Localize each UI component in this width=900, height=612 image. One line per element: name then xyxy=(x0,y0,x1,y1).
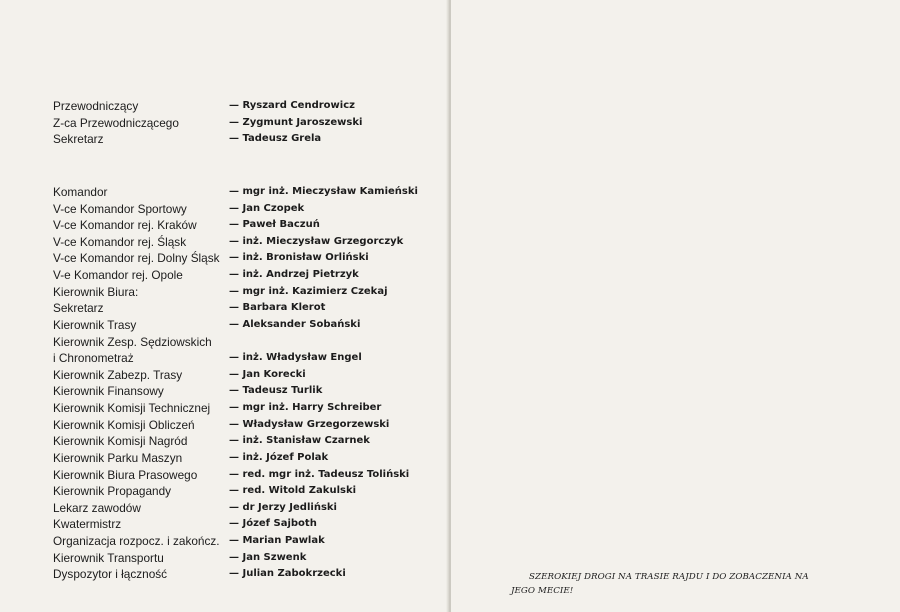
text-line xyxy=(511,432,871,446)
official-row xyxy=(53,383,433,399)
official-role: i Chronometraż xyxy=(53,351,134,366)
text-line xyxy=(511,206,871,220)
official-role: Z-ca Przewodniczącego xyxy=(53,115,179,130)
official-name: — dr Jerzy Jedliński xyxy=(229,501,337,513)
official-name: — mgr inż. Kazimierz Czekaj xyxy=(229,285,388,297)
text-line xyxy=(511,193,871,207)
paragraph-1 xyxy=(511,43,871,261)
text-line xyxy=(511,516,871,530)
official-name: — Ryszard Cendrowicz xyxy=(229,100,355,111)
text-line xyxy=(511,43,871,57)
paragraph-3 xyxy=(511,334,871,416)
text-line xyxy=(511,402,871,416)
official-name: — red. mgr inż. Tadeusz Toliński xyxy=(229,468,410,480)
official-name: — Tadeusz Turlik xyxy=(229,385,323,397)
official-name: — Barbara Klerot xyxy=(229,302,326,314)
official-row xyxy=(53,334,433,350)
text-line xyxy=(511,543,871,557)
official-row xyxy=(53,284,433,300)
official-role: Organizacja rozpocz. i zakończ. xyxy=(53,534,220,549)
text-line xyxy=(511,334,871,348)
official-role: Sekretarz xyxy=(53,301,104,316)
official-role: Kierownik Propagandy xyxy=(53,484,172,499)
text-line xyxy=(511,247,871,261)
text-line xyxy=(511,557,871,571)
text-line xyxy=(511,530,871,544)
official-row xyxy=(53,516,433,532)
official-name: — mgr inż. Mieczysław Kamieński xyxy=(229,186,418,197)
text-line xyxy=(511,303,871,317)
official-row xyxy=(53,300,433,316)
official-row xyxy=(53,566,433,582)
official-role: Kierownik Zesp. Sędziowskich xyxy=(53,334,212,349)
text-line xyxy=(511,97,871,111)
official-role: V-ce Komandor rej. Dolny Śląsk xyxy=(53,251,220,266)
official-row xyxy=(53,467,433,483)
official-name: — mgr inż. Harry Schreiber xyxy=(229,402,382,414)
text-line xyxy=(511,84,871,98)
text-line xyxy=(511,220,871,234)
official-role: Kierownik Komisji Nagród xyxy=(53,434,188,449)
official-row xyxy=(53,184,433,200)
official-row xyxy=(53,500,433,516)
official-row xyxy=(53,131,433,147)
official-row xyxy=(53,98,433,114)
official-name: — Józef Sajboth xyxy=(229,518,317,530)
official-role: Kierownik Biura: xyxy=(53,284,139,299)
official-role: Przewodniczący xyxy=(53,99,139,113)
official-row xyxy=(53,400,433,416)
text-line xyxy=(511,57,871,71)
official-role: Kierownik Komisji Technicznej xyxy=(53,401,211,416)
official-role: Dyspozytor i łączność xyxy=(53,567,168,582)
official-row xyxy=(53,417,433,433)
text-line xyxy=(511,289,871,303)
official-role: Kierownik Trasy xyxy=(53,317,137,332)
official-role: V-ce Komandor rej. Kraków xyxy=(53,218,197,233)
official-name: — Władysław Grzegorzewski xyxy=(229,418,390,430)
official-name: — Tadeusz Grela xyxy=(229,133,322,145)
text-line xyxy=(511,489,871,503)
official-row xyxy=(53,115,433,131)
official-role: V-ce Komandor rej. Śląsk xyxy=(53,234,187,249)
official-row xyxy=(53,367,433,383)
text-line xyxy=(511,503,871,517)
official-role: Kierownik Zabezp. Trasy xyxy=(53,367,183,382)
text-line xyxy=(511,361,871,375)
text-line xyxy=(511,165,871,179)
left-page xyxy=(0,0,449,612)
official-role: Komandor xyxy=(53,185,108,199)
paragraph-4 xyxy=(511,418,871,486)
text-line xyxy=(511,276,871,290)
text-line: JEGO MECIE! xyxy=(511,585,574,596)
official-role: Lekarz zawodów xyxy=(53,500,141,515)
official-name: — Aleksander Sobański xyxy=(229,318,361,330)
official-name: — Marian Pawlak xyxy=(229,535,325,547)
official-row xyxy=(53,201,433,217)
official-row xyxy=(53,350,433,366)
text-line xyxy=(511,418,871,432)
official-row xyxy=(53,450,433,466)
official-role: Sekretarz xyxy=(53,132,104,147)
closing-paragraph xyxy=(511,571,871,598)
paragraph-5 xyxy=(511,489,871,571)
official-role: Kierownik Komisji Obliczeń xyxy=(53,417,195,432)
official-row xyxy=(53,433,433,449)
text-line xyxy=(511,445,871,459)
official-name: — Paweł Baczuń xyxy=(229,219,320,231)
official-role: Kierownik Parku Maszyn xyxy=(53,450,183,465)
official-role: Kierownik Finansowy xyxy=(53,384,164,399)
official-name: — Zygmunt Jaroszewski xyxy=(229,116,363,128)
text-line xyxy=(511,111,871,125)
text-line xyxy=(511,233,871,247)
text-line xyxy=(511,388,871,402)
official-name: — inż. Józef Polak xyxy=(229,451,329,463)
text-line xyxy=(511,70,871,84)
official-name: — inż. Bronisław Orliński xyxy=(229,252,369,264)
text-line xyxy=(511,152,871,166)
text-line: SZEROKIEJ DROGI NA TRASIE RAJDU I DO ZOBACZENIA NA xyxy=(529,572,809,582)
right-page xyxy=(451,0,900,612)
text-line xyxy=(511,472,871,486)
text-line xyxy=(511,375,871,389)
official-row xyxy=(53,234,433,250)
official-role: Kierownik Transportu xyxy=(53,550,164,565)
official-name: — Julian Zabokrzecki xyxy=(229,568,346,580)
official-row xyxy=(53,267,433,283)
official-name: — red. Witold Zakulski xyxy=(229,485,357,497)
text-line xyxy=(511,459,871,473)
official-name: — Jan Czopek xyxy=(229,202,305,214)
official-row xyxy=(53,250,433,266)
official-row xyxy=(53,217,433,233)
paragraph-2 xyxy=(511,262,871,330)
text-line xyxy=(511,125,871,139)
official-name: — inż. Andrzej Pietrzyk xyxy=(229,269,359,281)
official-role: Kwatermistrz xyxy=(53,517,122,532)
official-row xyxy=(53,317,433,333)
text-line xyxy=(511,138,871,152)
official-role: V-e Komandor rej. Opole xyxy=(53,268,183,283)
text-line xyxy=(511,348,871,362)
official-name: — inż. Stanisław Czarnek xyxy=(229,435,370,447)
text-line xyxy=(511,179,871,193)
official-name: — Jan Korecki xyxy=(229,368,306,380)
official-row xyxy=(53,550,433,566)
official-role: Kierownik Biura Prasowego xyxy=(53,467,198,482)
official-role: V-ce Komandor Sportowy xyxy=(53,201,187,216)
official-name: — inż. Mieczysław Grzegorczyk xyxy=(229,235,404,247)
text-line xyxy=(511,316,871,330)
official-name: — Jan Szwenk xyxy=(229,551,307,563)
official-row xyxy=(53,533,433,549)
official-name: — inż. Władysław Engel xyxy=(229,352,362,364)
text-line xyxy=(511,262,871,276)
official-row xyxy=(53,483,433,499)
